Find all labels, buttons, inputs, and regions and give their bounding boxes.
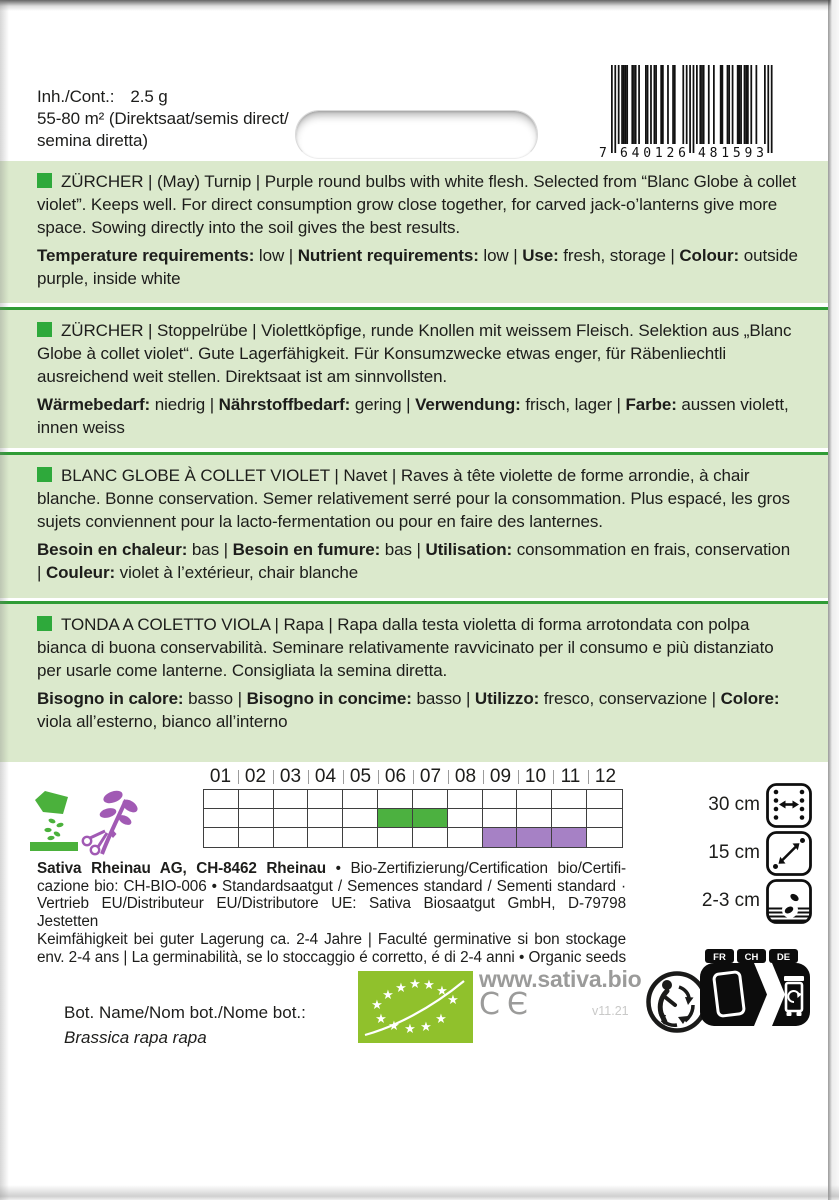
spec-label: Besoin en fumure: [232,540,381,559]
svg-text:★: ★ [420,1020,432,1035]
spec-separator: | [284,246,298,265]
calendar-cell [413,790,448,809]
calendar-month-label [273,766,308,788]
month-separator-tick [343,770,344,784]
calendar-month-label [413,766,448,788]
month-separator-tick [518,770,519,784]
spec-separator: | [508,246,523,265]
calendar-month-label [448,766,483,788]
spec-label: Utilisation: [425,540,513,559]
spec-value: basso [411,689,462,708]
month-separator-tick [413,770,414,784]
month-number: 04 [314,766,337,787]
calendar-cell [204,809,239,828]
calendar-cell [343,828,378,847]
spec-label: Colour: [679,246,740,265]
spec-value: low [478,246,509,265]
ce-mark: CЄ [479,987,535,1022]
variety-specs [37,244,798,290]
svg-text:★: ★ [435,1012,447,1027]
producer-text: cazione bio: CH-BIO-006 • Standardsaatgut / Semences standard / Sementi standard · [37,877,626,895]
calendar-cell [204,828,239,847]
svg-text:★: ★ [382,988,394,1003]
spec-value: basso [183,689,233,708]
variety-description [37,170,798,239]
month-separator-tick [448,770,449,784]
recycle-tab-fr: FR [713,952,726,963]
calendar-cell [308,790,343,809]
spec-separator: | [233,689,247,708]
contents-value: 2.5 g [130,87,168,106]
spec-label: Utilizzo: [474,689,540,708]
calendar-cell [308,809,343,828]
botanical-name: Brassica rapa rapa [64,1028,207,1047]
month-number: 02 [244,766,267,787]
month-separator-tick [483,770,484,784]
producer-info-line [37,860,626,878]
variety-title: BLANC GLOBE À COLLET VIOLET | Navet [61,466,388,485]
spec-value: bas [187,540,220,559]
producer-info-line [37,949,626,967]
barcode-right-digits: 481593 [698,146,768,161]
calendar-month-label [483,766,518,788]
producer-text: Vertrieb EU/Distributeur EU/Distributore UE: Sativa Biosaatgut GmbH, D-79798 Jestetten [37,895,626,931]
packet-bottom-edge-shadow [0,1185,839,1200]
producer-info-line [37,878,626,896]
variety-specs [37,687,798,733]
green-square-icon [37,322,52,337]
producer-text: • Bio-Zertifizierung/Certification bio/Certifi- [326,860,627,877]
calendar-month-header [203,766,623,788]
calendar-cell [239,790,274,809]
producer-info-text [37,860,626,966]
svg-text:★: ★ [423,978,435,993]
month-separator-tick [308,770,309,784]
spec-separator: | [411,540,426,559]
variety-block-italian [0,604,828,762]
svg-text:★: ★ [447,993,459,1008]
calendar-cell [274,828,309,847]
month-number: 07 [419,766,442,787]
variety-title: ZÜRCHER | Stoppelrübe [61,321,248,340]
calendar-cell [239,809,274,828]
svg-text:★: ★ [404,1022,416,1037]
svg-text:★: ★ [409,977,421,992]
spec-value: consommation en frais, conservation [512,540,791,559]
calendar-month-label [588,766,623,788]
calendar-month-label [343,766,378,788]
producer-name: Sativa Rheinau AG, CH-8462 Rheinau [37,860,327,877]
spec-value: bas [380,540,412,559]
spec-label: Nutrient requirements: [297,246,479,265]
calendar-cell [448,828,483,847]
variety-block-french [0,455,828,598]
title-separator: | [387,466,401,485]
calendar-cell [204,790,239,809]
spec-label: Wärmebedarf: [37,395,151,414]
calendar-cell [448,790,483,809]
calendar-cell [483,809,518,828]
variety-block-english [0,161,828,303]
sowing-depth-icon [766,879,812,924]
packet-top-edge-shadow [0,0,839,11]
calendar-cell [552,790,587,809]
botanical-name-label: Bot. Name/Nom bot./Nome bot.: [64,1003,306,1022]
spec-label: Verwendung: [415,395,521,414]
direct-sowing-cell [413,809,448,828]
spec-value: frisch, lager [520,395,612,414]
variety-description [37,464,798,533]
calendar-cell [587,790,622,809]
spec-separator: | [219,540,233,559]
calendar-cell [274,809,309,828]
variety-text: Purple round bulbs with white flesh. Selected from “Blanc Globe à collet violet”. Keeps well. For direct consumption grow close together, for carved jack-o’lanterns give more space. Sowing directly into the soil gives the best results. [37,172,797,237]
sowing-calendar-grid [203,789,623,848]
variety-title: TONDA A COLETTO VIOLA | Rapa [61,615,324,634]
hang-hole-cutout [295,110,538,159]
plant-spacing-icon [766,831,812,876]
spec-label: Bisogno in calore: [37,689,184,708]
month-number: 01 [209,766,232,787]
spec-value: violet à l’extérieur, chair blanche [115,563,359,582]
spec-label: Couleur: [45,563,116,582]
variety-title: ZÜRCHER | (May) Turnip [61,172,252,191]
month-number: 05 [349,766,372,787]
calendar-month-label [308,766,343,788]
barcode-prefix-digit: 7 [599,146,607,161]
green-square-icon [37,467,52,482]
calendar-cell [517,809,552,828]
month-separator-tick [273,770,274,784]
variety-text: Raves à tête violette de forme arrondie, à chair blanche. Bonne conservation. Semer relativement serré pour la consommation. Plus espacé, les gros sujets conviennent pour la lacto-fermentation ou pour en faire des lanternes. [37,466,790,531]
sowing-depth-label: 2-3 cm [701,890,760,911]
calendar-cell [552,809,587,828]
spec-value: gering [350,395,402,414]
month-number: 11 [560,766,581,787]
spec-value: viola all’esterno, bianco all’interno [37,712,288,731]
plant-spacing-label: 15 cm [708,842,760,863]
calendar-cell [343,790,378,809]
spec-label: Farbe: [625,395,677,414]
calendar-month-label [203,766,238,788]
spec-value: aussen violett, innen weiss [37,395,789,437]
version-number: v11.21 [592,1004,629,1018]
calendar-cell [239,828,274,847]
calendar-cell [378,790,413,809]
spec-separator: | [461,689,475,708]
svg-text:★: ★ [371,998,383,1013]
spec-value: low [254,246,285,265]
calendar-month-label [238,766,273,788]
producer-text: env. 2-4 ans | La germinabilità, se lo stoccaggio é corretto, é di 2-4 anni • Organic seeds [37,948,626,966]
calendar-cell [517,790,552,809]
month-number: 09 [489,766,512,787]
spec-label: Temperature requirements: [37,246,255,265]
variety-specs [37,538,798,584]
month-separator-tick [238,770,239,784]
calendar-cell [587,809,622,828]
month-number: 10 [524,766,547,787]
recycle-tab-de: DE [776,952,791,963]
svg-text:★: ★ [436,984,448,999]
calendar-month-label [378,766,413,788]
producer-info-line [37,931,626,949]
variety-description [37,319,798,388]
svg-text:★: ★ [375,1012,387,1027]
packaging-recycling-panel [700,949,812,1026]
month-number: 06 [384,766,407,787]
harvest-scissors-icon [80,788,138,856]
calendar-cell [378,828,413,847]
green-square-icon [37,616,52,631]
spec-value: niedrig [150,395,206,414]
row-spacing-icon [766,783,812,828]
spec-label: Nährstoffbedarf: [218,395,351,414]
calendar-cell [413,828,448,847]
sowing-icon [30,791,80,851]
contents-line [37,86,289,108]
variety-text: Violettköpfige, runde Knollen mit weissem Fleisch. Selektion aus „Blanc Globe à collet violet“. Gute Lagerfähigkeit. Für Konsumzwecke etwas enger, für Räbenliechtli ausreichend weit stellen. Direktsaat ist am sinnvollsten. [37,321,792,386]
website-url: www.sativa.bio [479,966,642,992]
packet-right-edge-shadow [828,0,839,1200]
month-number: 03 [279,766,302,787]
calendar-cell [448,809,483,828]
spec-separator: | [707,689,721,708]
producer-info-line [37,895,626,930]
contents-info [37,86,289,152]
month-separator-tick [378,770,379,784]
direct-sowing-cell [378,809,413,828]
variety-specs [37,393,798,439]
calendar-cell [308,828,343,847]
spec-separator: | [37,563,46,582]
spec-label: Besoin en chaleur: [37,540,188,559]
svg-text:★: ★ [388,1019,400,1034]
title-separator: | [251,172,265,191]
calendar-cell [483,790,518,809]
svg-text:★: ★ [395,981,407,996]
spec-separator: | [205,395,219,414]
spec-separator: | [401,395,416,414]
variety-description [37,613,798,682]
spec-value: fresh, storage [558,246,666,265]
spec-value: outside purple, inside white [37,246,798,288]
contents-label: Inh./Cont.: [37,87,115,106]
calendar-cell [587,828,622,847]
ean13-barcode [596,63,782,160]
month-number: 12 [594,766,617,787]
green-square-icon [37,173,52,188]
barcode-left-digits: 640126 [620,146,690,161]
spec-separator: | [665,246,680,265]
variety-block-german [0,310,828,448]
eu-organic-logo [358,971,473,1043]
harvest-cell [483,828,518,847]
harvest-cell [552,828,587,847]
harvest-cell [517,828,552,847]
title-separator: | [247,321,262,340]
calendar-month-label [553,766,588,788]
calendar-cell [274,790,309,809]
spec-label: Colore: [720,689,780,708]
producer-text: Keimfähigkeit bei guter Lagerung ca. 2-4 Jahre | Faculté germinative si bon stockage [37,930,626,948]
spec-label: Bisogno in concime: [246,689,412,708]
recycle-tab-ch: CH [744,952,759,963]
coverage-line-1: 55-80 m² (Direktsaat/semis direct/ [37,109,289,128]
variety-text: Rapa dalla testa violetta di forma arrotondata con polpa bianca di buona conservabilità. Seminare relativamente ravvicinato per il consumo e più distanziato per usarle come lanterne. Consigliata la semina diretta. [37,615,774,680]
spec-value: fresco, conservazione [539,689,708,708]
spec-label: Use: [522,246,559,265]
month-number: 08 [454,766,477,787]
coverage-line-2: semina diretta) [37,131,148,150]
month-separator-tick [553,770,554,784]
month-separator-tick [588,770,589,784]
calendar-month-label [518,766,553,788]
title-separator: | [323,615,338,634]
row-spacing-label: 30 cm [708,794,760,815]
calendar-cell [343,809,378,828]
spec-separator: | [611,395,626,414]
